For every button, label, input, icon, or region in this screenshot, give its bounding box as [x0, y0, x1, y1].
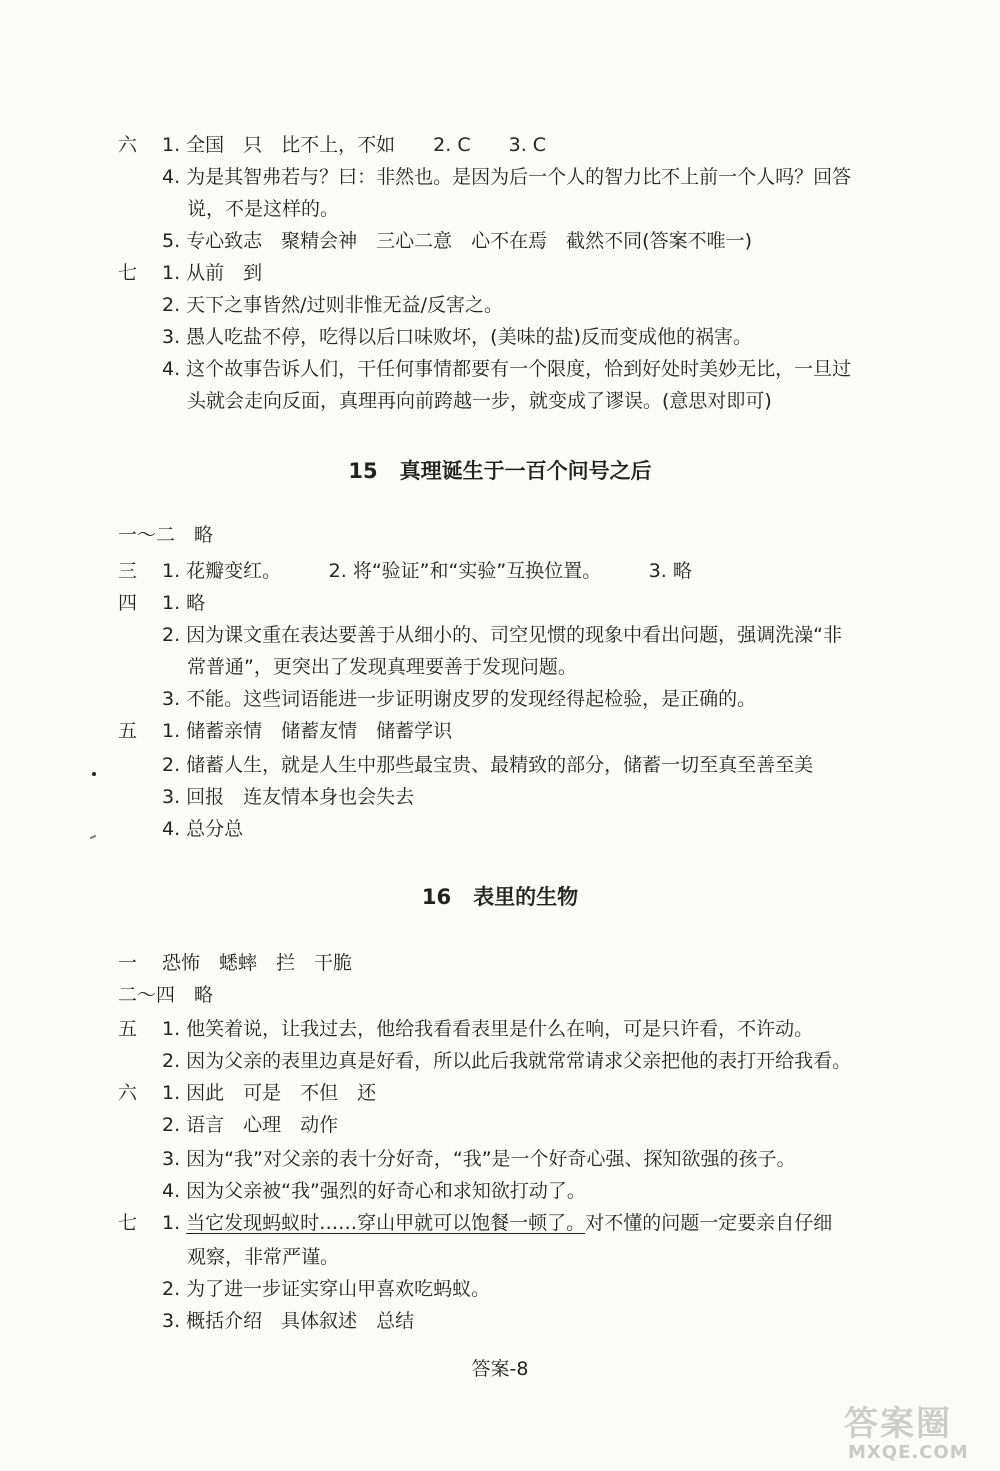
answer-line	[0, 1276, 1000, 1302]
answer-line	[0, 522, 1000, 548]
answer-text: 3. 不能。这些词语能进一步证明谢皮罗的发现经得起检验，是正确的。	[162, 688, 757, 710]
answer-line	[0, 590, 1000, 616]
question-number: 四	[118, 592, 138, 614]
question-number: 一	[118, 952, 138, 974]
answer-line	[0, 1112, 1000, 1138]
answer-text: 5. 专心致志 聚精会神 三心二意 心不在焉 截然不同(答案不唯一)	[162, 230, 752, 252]
answer-text: 3. 愚人吃盐不停，吃得以后口味败坏，(美味的盐)反而变成他的祸害。	[162, 326, 752, 348]
answer-text: 1. 全国 只 比不上，不如 2. C 3. C	[162, 134, 547, 156]
answer-line	[0, 718, 1000, 744]
answer-text: 1. 当它发现蚂蚁时……穿山甲就可以饱餐一顿了。对不懂的问题一定要亲自仔细	[162, 1212, 833, 1234]
question-number: 五	[118, 1018, 138, 1040]
question-number: 三	[118, 560, 138, 582]
answer-text: 头就会走向反面，真理再向前跨越一步，就变成了谬误。(意思对即可)	[187, 390, 772, 412]
scan-dot	[92, 772, 96, 776]
section-title-15: 15 真理诞生于一百个问号之后	[348, 459, 652, 483]
section-title-16: 16 表里的生物	[421, 885, 579, 909]
answer-line	[0, 950, 1000, 976]
question-number: 六	[118, 134, 138, 156]
question-number: 五	[118, 720, 138, 742]
answer-line	[0, 1244, 1000, 1270]
answer-line	[0, 1016, 1000, 1042]
answer-line	[0, 164, 1000, 190]
answer-line	[0, 816, 1000, 842]
answer-line	[0, 1308, 1000, 1334]
answer-text: 4. 为是其智弗若与？曰：非然也。是因为后一个人的智力比不上前一个人吗？回答	[162, 166, 852, 188]
question-number: 七	[118, 1212, 138, 1234]
answer-text: 4. 总分总	[162, 818, 244, 840]
page-footer: 答案-8	[471, 1358, 529, 1380]
answer-line	[0, 686, 1000, 712]
answer-line	[0, 622, 1000, 648]
answer-line	[0, 1080, 1000, 1106]
answer-text: 1. 略	[162, 592, 206, 614]
answer-line	[0, 982, 1000, 1008]
watermark	[836, 1396, 996, 1468]
underlined-quote: 当它发现蚂蚁时……穿山甲就可以饱餐一顿了。	[186, 1212, 586, 1234]
watermark-url: MXQE.COM	[848, 1442, 969, 1463]
answer-line	[0, 196, 1000, 222]
answer-text: 2. 语言 心理 动作	[162, 1114, 339, 1136]
answer-text: 1. 因此 可是 不但 还	[162, 1082, 377, 1104]
answer-line	[0, 132, 1000, 158]
answer-line	[0, 260, 1000, 286]
answer-text: 1. 花瓣变红。 2. 将“验证”和“实验”互换位置。 3. 略	[162, 560, 692, 582]
answer-text: 一～二 略	[118, 524, 214, 546]
answer-text: 3. 因为“我”对父亲的表十分好奇，“我”是一个好奇心强、探知欲强的孩子。	[162, 1148, 796, 1170]
answer-text: 2. 天下之事皆然/过则非惟无益/反害之。	[162, 294, 503, 316]
answer-text: 3. 概括介绍 具体叙述 总结	[162, 1310, 415, 1332]
answer-line	[0, 1146, 1000, 1172]
answer-line	[0, 292, 1000, 318]
answer-text: 2. 为了进一步证实穿山甲喜欢吃蚂蚁。	[162, 1278, 491, 1300]
answer-line-seven-1	[0, 1210, 1000, 1236]
answer-text: 常普通”，更突出了发现真理要善于发现问题。	[187, 656, 577, 678]
answer-text: 1. 他笑着说，让我过去，他给我看看表里是什么在响，可是只许看，不许动。	[162, 1018, 814, 1040]
answer-text: 2. 因为课文重在表达要善于从细小的、司空见惯的现象中看出问题，强调洗澡“非	[162, 624, 843, 646]
answer-line	[0, 228, 1000, 254]
answer-text: 2. 储蓄人生，就是人生中那些最宝贵、最精致的部分，储蓄一切至真至善至美	[162, 754, 814, 776]
answer-text: 2. 因为父亲的表里边真是好看，所以此后我就常常请求父亲把他的表打开给我看。	[162, 1050, 852, 1072]
answer-line	[0, 558, 1000, 584]
answer-text: 恐怖 蟋蟀 拦 干脆	[162, 952, 353, 974]
answer-text: 1. 储蓄亲情 储蓄友情 储蓄学识	[162, 720, 453, 742]
answer-line	[0, 784, 1000, 810]
answer-line	[0, 1178, 1000, 1204]
answer-line	[0, 388, 1000, 414]
answer-text: 说，不是这样的。	[187, 198, 340, 220]
answer-line	[0, 1048, 1000, 1074]
answer-line	[0, 324, 1000, 350]
answer-text: 观察，非常严谨。	[187, 1246, 340, 1268]
question-number: 六	[118, 1082, 138, 1104]
question-number: 七	[118, 262, 138, 284]
answer-text: 4. 因为父亲被“我”强烈的好奇心和求知欲打动了。	[162, 1180, 586, 1202]
watermark-logo: 答案圈	[844, 1404, 952, 1444]
answer-line	[0, 752, 1000, 778]
answer-line	[0, 356, 1000, 382]
answer-text: 二～四 略	[118, 984, 214, 1006]
answer-line	[0, 654, 1000, 680]
answer-text: 3. 回报 连友情本身也会失去	[162, 786, 415, 808]
answer-text: 4. 这个故事告诉人们，干任何事情都要有一个限度，恰到好处时美妙无比，一旦过	[162, 358, 852, 380]
answer-text: 1. 从前 到	[162, 262, 263, 284]
